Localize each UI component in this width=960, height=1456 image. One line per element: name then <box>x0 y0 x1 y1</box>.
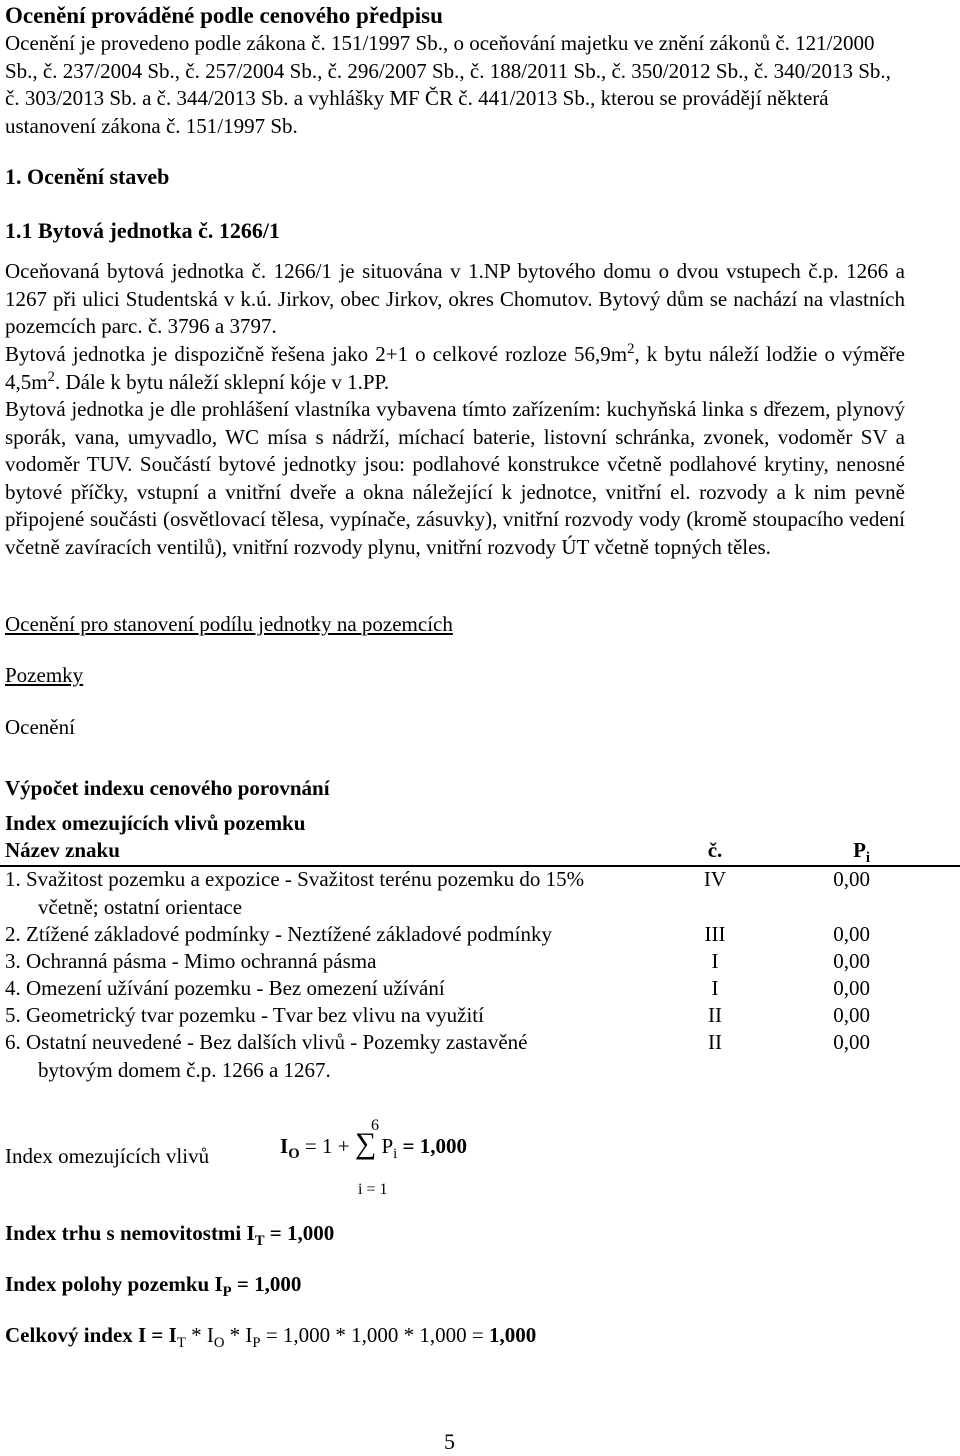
calc-title: Výpočet indexu cenového porovnání <box>5 776 330 800</box>
subsection-title: 1.1 Bytová jednotka č. 1266/1 <box>5 218 280 243</box>
index-title: Index omezujících vlivů pozemku <box>5 811 306 835</box>
page-title: Ocenění prováděné podle cenového předpisu <box>5 3 443 28</box>
col-class-header: č. <box>707 838 723 862</box>
row-value: 0,00 <box>833 922 870 946</box>
row-name-continuation: včetně; ostatní orientace <box>38 894 243 919</box>
row-name-text: 3. Ochranná pásma - Mimo ochranná pásma <box>5 949 377 973</box>
col-name-header: Název znaku <box>5 838 120 862</box>
row-value: 0,00 <box>833 1030 870 1054</box>
row-value: 0,00 <box>833 949 870 973</box>
intro-paragraph: Ocenění je provedeno podle zákona č. 151/1997 Sb., o oceňování majetku ve znění zákonů č. 121/2000 Sb., č. 237/2004 Sb., č. 257/2004 Sb., č. 296/2007 Sb., č. 188/2011 Sb., č. 350/2012 Sb., č. 340/2013 Sb., č. 303/2013 Sb. a č. 344/2013 Sb. a vyhlášky MF ČR č. 441/2013 Sb., kterou se provádějí některá ustanovení zákona č. 151/1997 Sb. <box>5 31 891 138</box>
row-name <box>5 1029 675 1084</box>
table-header <box>0 837 960 867</box>
row-class: II <box>708 1003 722 1027</box>
sum-symbol: ∑ <box>354 1127 377 1160</box>
row-name <box>5 948 675 976</box>
location-index: Index polohy pozemku $I_P = 1,000$ <box>5 1272 302 1301</box>
oceneni-heading: Ocenění <box>5 715 75 739</box>
page-number: 5 <box>444 1429 455 1454</box>
market-index: Index trhu s nemovitostmi $I_T = 1,000$ <box>5 1221 335 1250</box>
row-class: III <box>704 922 726 946</box>
section-title: 1. Ocenění staveb <box>5 164 170 189</box>
row-class: I <box>711 949 719 973</box>
row-value: 0,00 <box>833 976 870 1000</box>
row-value: 0,00 <box>833 867 870 891</box>
row-name-text: 1. Svažitost pozemku a expozice - Svažitost terénu pozemku do 15% <box>5 867 585 891</box>
row-name-text: 6. Ostatní neuvedené - Bez dalších vlivů - Pozemky zastavěné <box>5 1030 528 1054</box>
row-name <box>5 921 675 949</box>
io-formula: $I_O = 1$ + ∑ $P_i = 1,000$ <box>280 1127 467 1163</box>
row-name <box>5 866 675 921</box>
pozemky-heading: Pozemky <box>5 663 84 687</box>
col-p-header: $P_i$ <box>853 838 870 867</box>
unit-location-paragraph: Oceňovaná bytová jednotka č. 1266/1 je situována v 1.NP bytového domu o dvou vstupech č.p. 1266 a 1267 při ulici Studentská v k.ú. Jirkov, obec Jirkov, okres Chomutov. Bytový dům se nachází na vlastních pozemcích parc. č. 3796 a 3797. <box>5 259 905 338</box>
row-value: 0,00 <box>833 1003 870 1027</box>
land-heading: Ocenění pro stanovení podílu jednotky na pozemcích <box>5 612 453 636</box>
row-name-text: 2. Ztížené základové podmínky - Neztížené základové podmínky <box>5 922 552 946</box>
row-name <box>5 975 675 1003</box>
row-name-text: 5. Geometrický tvar pozemku - Tvar bez vlivu na využití <box>5 1003 484 1027</box>
sum-upper-limit: 6 <box>371 1117 379 1134</box>
row-name-continuation: bytovým domem č.p. 1266 a 1267. <box>38 1057 331 1082</box>
unit-layout-paragraph: Bytová jednotka je dispozičně řešena jako 2+1 o celkové rozloze $56,9m^2$, k bytu náleží lodžie o výměře $4,5m^2$. Dále k bytu náleží sklepní kóje v 1.PP. <box>5 341 905 394</box>
sum-lower-limit: i = 1 <box>358 1181 388 1198</box>
row-name-text: 4. Omezení užívání pozemku - Bez omezení užívání <box>5 976 445 1000</box>
row-class: I <box>711 976 719 1000</box>
row-class: IV <box>703 867 727 891</box>
unit-equipment-paragraph: Bytová jednotka je dle prohlášení vlastníka vybavena tímto zařízením: kuchyňská linka s dřezem, plynový sporák, vana, umyvadlo, WC mísa s nádrží, míchací baterie, listovní schránka, zvonek, vodoměr SV a vodoměr TUV. Součástí bytové jednotky jsou: podlahové konstrukce včetně podlahové krytiny, nenosné bytové příčky, vstupní a vnitřní dveře a okna náležející k jednotce, vnitřní el. rozvody a k nim pevně připojené součásti (osvětlovací tělesa, vypínače, zásuvky), vnitřní rozvody vody (kromě stoupacího vedení včetně zavíracích ventilů), vnitřní rozvody plynu, vnitřní rozvody ÚT včetně topných těles. <box>5 397 905 559</box>
io-label: Index omezujících vlivů <box>5 1144 210 1168</box>
row-name <box>5 1002 675 1030</box>
total-index: Celkový index $I = I_T * I_O * I_P = 1,000 * 1,000 * 1,000 = 1,000$ <box>5 1323 537 1352</box>
row-class: II <box>708 1030 722 1054</box>
